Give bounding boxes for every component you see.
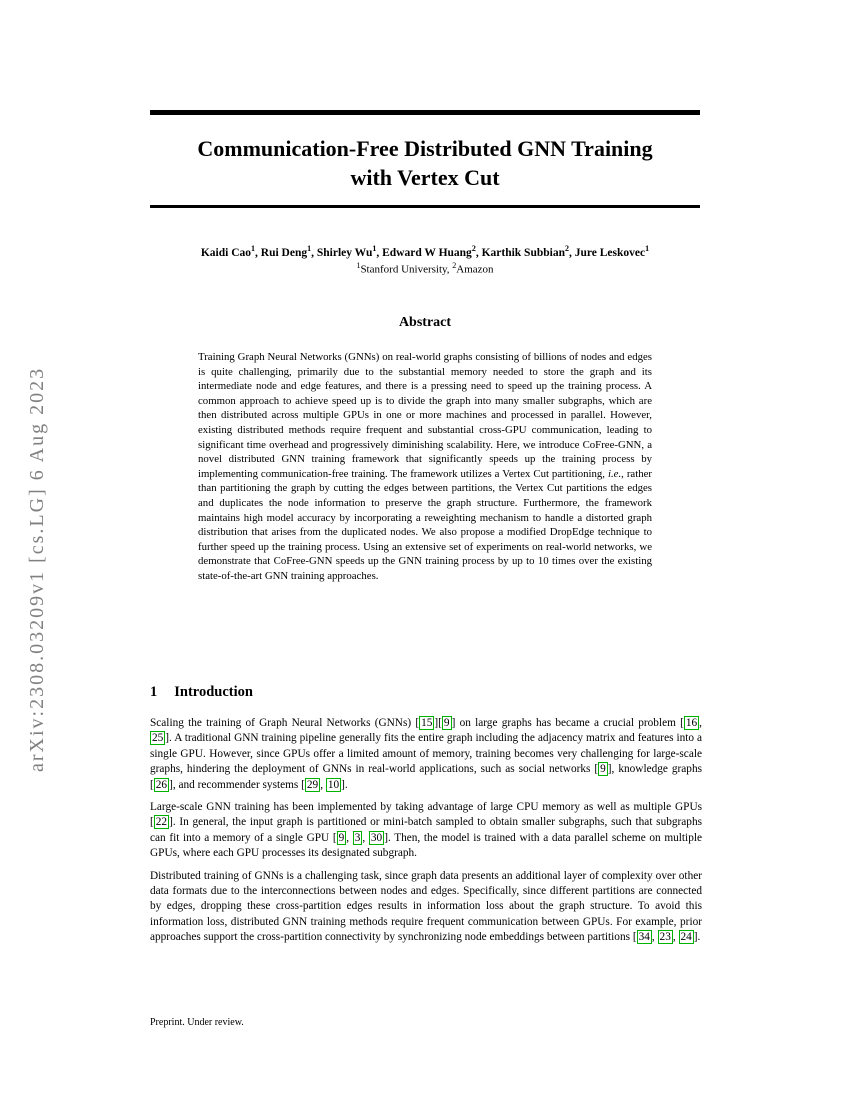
author-name: Rui Deng$^1$: [260, 244, 312, 259]
affiliation-mark: 1: [356, 261, 361, 270]
citation-link[interactable]: 10: [327, 778, 340, 791]
citation-link[interactable]: 34: [638, 931, 650, 944]
citation-link[interactable]: 22: [155, 816, 168, 829]
paragraph: Large-scale GNN training has been implemented by taking advantage of large CPU memory as well as multiple GPUs [ 22 ]. In general, the input graph is partitioned or mini-batch sampled to obtain smaller subgraphs, such that subgraphs can fit into a memory of a single GPU [ 9 , 3 , 30 ]. Then, the model is trained with a data parallel scheme on multiple GPUs, where each GPU processes its designated subgraph.: [150, 801, 702, 860]
affiliations-line: $^1$Stanford University, $^2$Amazon: [356, 261, 494, 276]
paragraph: Distributed training of GNNs is a challenging task, since graph data presents an additional layer of complexity over other data formats due to the interconnections between nodes and edges. Specifically, since different partitions are connected by edges, dropping these cross-partition edges results in information loss about the graph structure. To avoid this information loss, distributed GNN training methods require frequent communication between GPUs. For example, prior approaches support the cross-partition connectivity by synchronizing node embeddings between partitions [ 34 , 23 , 24 ].: [150, 869, 702, 944]
citation-link[interactable]: 15: [421, 717, 433, 729]
title-rule-bottom: [150, 205, 700, 208]
citation-link[interactable]: 25: [152, 732, 164, 745]
italic-text: i.e.: [607, 467, 622, 480]
abstract-heading: Abstract: [398, 315, 452, 330]
author-affiliation-mark: 2: [564, 244, 569, 253]
citation-link[interactable]: 3: [354, 831, 361, 844]
citation-link[interactable]: 30: [370, 831, 383, 844]
citation-link[interactable]: 16: [685, 717, 698, 729]
paper-title-line2: with Vertex Cut: [350, 165, 500, 190]
author-name: Edward W Huang$^2$: [382, 244, 476, 259]
author-name: Karthik Subbian$^2$: [481, 244, 569, 259]
citation-link[interactable]: 24: [680, 931, 692, 944]
affiliation-mark: 2: [452, 261, 457, 270]
introduction-body: [150, 716, 702, 953]
authors-line: Kaidi Cao$^1$, Rui Deng$^1$, Shirley Wu$^1$, Edward W Huang$^2$, Karthik Subbian$^2$, Jure Leskovec$^1$: [200, 244, 650, 259]
citation-link[interactable]: 23: [659, 931, 671, 944]
citation-link[interactable]: 9: [338, 831, 345, 844]
arxiv-watermark: arXiv:2308.03209v1 [cs.LG] 6 Aug 2023: [26, 366, 48, 772]
section-heading-introduction: [150, 684, 700, 701]
citation-link[interactable]: 26: [155, 778, 168, 791]
author-name: Kaidi Cao$^1$: [200, 244, 256, 259]
citation-link[interactable]: 29: [306, 778, 319, 791]
author-name: Shirley Wu$^1$: [316, 244, 377, 259]
abstract-text: Training Graph Neural Networks (GNNs) on real-world graphs consisting of billions of nodes and edges is quite challenging, primarily due to the substantial memory needed to store the graph and its intermediate node and edge features, and there is a pressing need to speed up the training process. A common approach to achieve speed up is to divide the graph into many smaller subgraphs, which are then distributed across multiple GPUs in one or more machines and processed in parallel. However, existing distributed methods require frequent and substantial cross-GPU communication, leading to significant time overhead and progressively diminishing scalability. Here, we introduce CoFree-GNN, a novel distributed GNN training framework that significantly speeds up the training process by implementing communication-free training. The framework utilizes a Vertex Cut partitioning, i.e., rather than partitioning the graph by cutting the edges between partitions, the Vertex Cut partitions the edges and duplicates the node information to preserve the graph structure. Furthermore, the framework maintains high model accuracy by incorporating a reweighting mechanism to handle a distorted graph distribution that arises from the duplicated nodes. We also propose a modified DropEdge technique to further speed up the training process. Using an extensive set of experiments on real-world networks, we demonstrate that CoFree-GNN speeds up the GNN training process by up to 10 times over the existing state-of-the-art GNN training approaches.: [198, 351, 653, 582]
paper-title-line1: Communication-Free Distributed GNN Training: [197, 136, 653, 161]
citation-link[interactable]: 9: [600, 763, 606, 776]
paper-title: [150, 134, 700, 192]
author-affiliation-mark: 1: [251, 244, 256, 253]
citation-link[interactable]: 9: [443, 717, 450, 729]
author-affiliation-mark: 1: [372, 244, 377, 253]
author-affiliation-mark: 1: [307, 244, 312, 253]
author-affiliation-mark: 1: [645, 244, 650, 253]
section-title: Introduction: [174, 684, 253, 700]
author-affiliation-mark: 2: [471, 244, 476, 253]
title-rule-top: [150, 110, 700, 115]
paragraph: Scaling the training of Graph Neural Networks (GNNs) [ 15 ][ 9 ] on large graphs has became a crucial problem [ 16 , 25 ]. A traditional GNN training pipeline generally fits the entire graph including the adjacency matrix and features into a single GPU. However, since GPUs offer a limited amount of memory, training becomes very challenging for large-scale graphs, hindering the deployment of GNNs in real-world applications, such as social networks [ 9 ], knowledge graphs [ 26 ], and recommender systems [ 29 , 10 ].: [150, 717, 703, 791]
section-number: 1: [150, 684, 158, 700]
footer-note: Preprint. Under review.: [150, 1017, 244, 1028]
author-name: Jure Leskovec$^1$: [574, 244, 650, 259]
